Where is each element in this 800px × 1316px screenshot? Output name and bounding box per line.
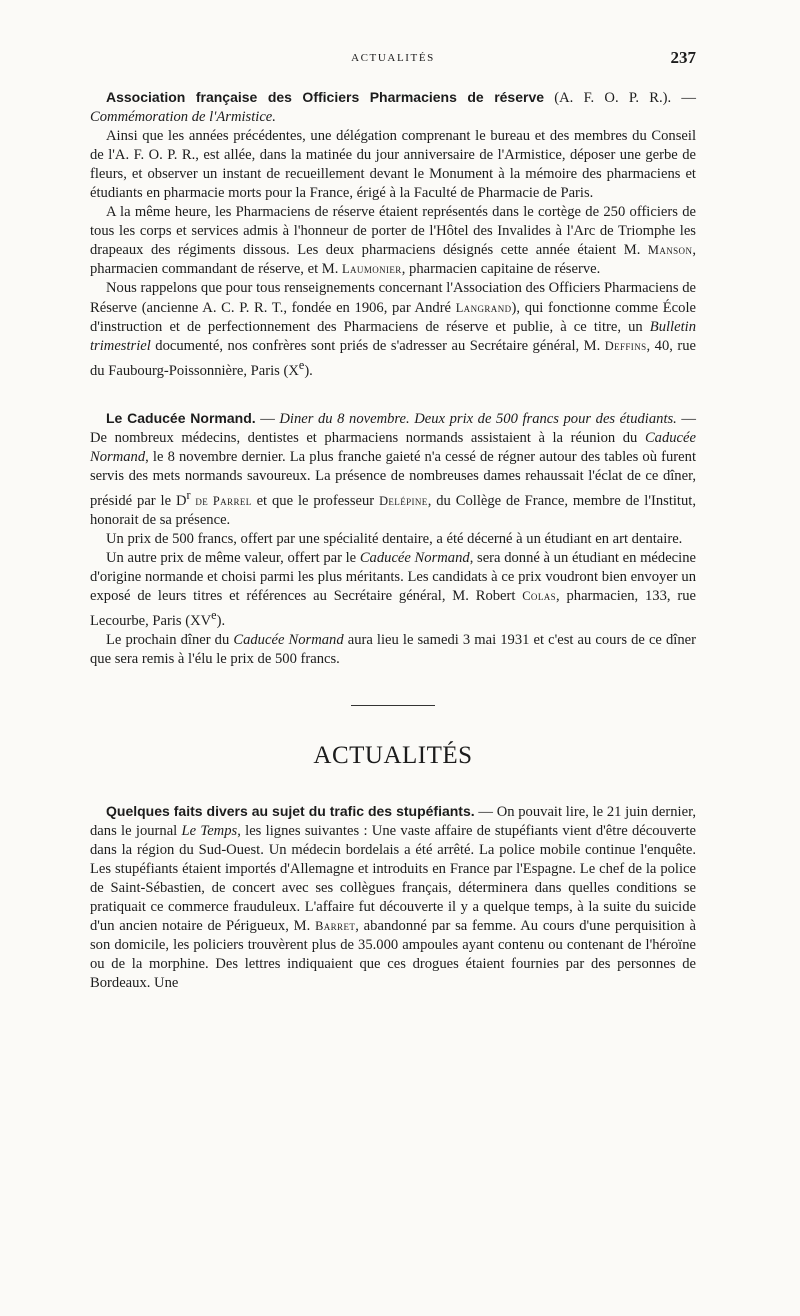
article-afopr-subtitle: Commémoration de l'Armistice. — [90, 109, 276, 126]
text-run: Un autre prix de même valeur, offert par le — [106, 549, 360, 566]
article-caducee-para-3 — [90, 549, 696, 631]
running-title: ACTUALITÉS — [351, 52, 435, 64]
article-afopr-heading: Association française des Officiers Pharmaciens de réserve — [106, 89, 545, 105]
text-run: et que le professeur — [251, 492, 380, 509]
text-run: — — [255, 410, 280, 427]
person-name: Langrand — [455, 300, 512, 315]
text-run: , abandonné par sa femme. Au cours d'une perquisition à son domicile, les policiers trouvèrent plus de 35.000 ampoules ayant contenu ou contenant de l'héroïne ou de la morphine. Des lettres indiquaient que ces drogues étaient fournies par des personnes de Bordeaux. Une — [90, 918, 696, 992]
text-run: ). — [216, 612, 226, 629]
article-afopr-para-1: Ainsi que les années précédentes, une délégation comprenant le bureau et des membres du Conseil de l'A. F. O. P. R., est allée, dans la matinée du jour anniversaire de l'Armistice, déposer une gerbe de fleurs, et observer un instant de recueillement devant le Monument à la mémoire des pharmaciens et étudiants en pharmacie morts pour la France, érigé à la Faculté de Pharmacie de Paris. — [90, 128, 696, 202]
person-name: Deffins — [604, 338, 647, 353]
text-run: , 40, rue du Faubourg-Poissonnière, Paris (X — [90, 337, 697, 379]
text-run: ), qui fonctionne comme École d'instruction et de perfectionnement des Pharmaciens de réserve et publie, à ce titre, un — [90, 299, 696, 335]
text-run: , pharmacien capitaine de réserve. — [401, 261, 601, 278]
person-name: de Parrel — [190, 493, 252, 508]
page-header — [90, 44, 696, 80]
caducee-name: Caducée Normand — [233, 631, 344, 648]
person-name: Laumonier — [342, 262, 402, 277]
person-name: Barret — [315, 919, 356, 934]
superscript: e — [211, 607, 217, 622]
text-run: Le prochain dîner du — [106, 631, 234, 648]
superscript: e — [298, 357, 305, 372]
page-number: 237 — [670, 48, 696, 67]
spacer — [90, 381, 696, 401]
article-afopr — [90, 88, 696, 381]
person-name: Delépine — [379, 493, 428, 508]
article-caducee — [90, 409, 696, 669]
document-page — [90, 44, 696, 993]
text-run: documenté, nos confrères sont priés de s'adresser au Secrétaire général, M. — [150, 337, 605, 354]
text-run: — On pouvait lire, le 21 juin dernier, dans le journal — [90, 803, 696, 839]
text-run: aura lieu le samedi 3 mai 1931 et c'est au cours de ce dîner que sera remis à l'élu le prix de 500 francs. — [90, 631, 696, 667]
section-divider — [351, 705, 435, 706]
text-run: , le 8 novembre dernier. La plus franche gaieté n'a cessé de régner autour des tables où furent servis des mets normands savoureux. La présence de nombreuses dames rehaussait l'éclat de ce dîner, présidé par le D — [90, 448, 696, 509]
text-run: , sera donné à un étudiant en médecine d'origine normande et choisi parmi les plus méritants. Les candidats à ce prix voudront bien envoyer un exposé de leurs titres et références au Secrétaire général, M. Robert — [90, 549, 696, 604]
caducee-name: Caducée Normand — [359, 549, 470, 566]
text-run: , les lignes suivantes : Une vaste affaire de stupéfiants vient d'être découverte dans la région du Sud-Ouest. Un médecin bordelais a été arrêté. La police mobile continue l'enquête. Les stupéfiants étaient importés d'Allemagne et introduits en France par l'Espagne. Le chef de la police de Saint-Sébastien, de concert avec ses collègues français, déterminera dans quelles conditions se pratiquait ce commerce frauduleux. L'affaire fut découverte il y a quelque temps, à la suite du suicide d'un ancien notaire de Périgueux, M. — [90, 822, 696, 935]
article-afopr-heading-para — [90, 88, 696, 127]
article-afopr-heading-tail: (A. F. O. P. R.). — — [544, 90, 696, 106]
text-run: A la même heure, les Pharmaciens de réserve étaient représentés dans le cortège de 250 officiers de tous les corps et services admis à l'honneur de porter de l'Hôtel des Invalides à l'Arc de Triomphe les drapeaux des régiments dissous. Les deux pharmaciens désignés cette année étaient M. — [90, 204, 696, 259]
text-run: , pharmacien commandant de réserve, et M. — [90, 242, 696, 278]
article-caducee-subtitle: Diner du 8 novembre. Deux prix de 500 francs pour des étudiants. — [279, 410, 677, 427]
bulletin-title: Bulletin trimestriel — [90, 318, 696, 354]
superscript: r — [186, 487, 191, 502]
person-name: Manson — [647, 243, 693, 258]
article-stupefiants-heading: Quelques faits divers au sujet du trafic des stupéfiants. — [106, 802, 475, 819]
text-run: , pharmacien, 133, rue Lecourbe, Paris (XV — [90, 587, 696, 629]
article-caducee-para-4 — [90, 631, 696, 669]
article-caducee-heading: Le Caducée Normand. — [106, 409, 256, 426]
text-run: ). — [304, 362, 313, 379]
text-run: , du Collège de France, membre de l'Institut, honorait de sa présence. — [90, 492, 696, 528]
text-run: — De nombreux médecins, dentistes et pharmaciens normands assistaient à la réunion du — [90, 410, 696, 446]
article-afopr-para-2 — [90, 203, 696, 279]
text-run: Nous rappelons que pour tous renseignements concernant l'Association des Officiers Pharmaciens de Réserve (ancienne A. C. P. R. T., fondée en 1906, par André — [90, 280, 696, 316]
article-stupefiants — [90, 802, 696, 993]
article-caducee-para-2: Un prix de 500 francs, offert par une spécialité dentaire, a été décerné à un étudiant en art dentaire. — [106, 530, 683, 547]
person-name: Colas — [522, 588, 557, 603]
article-stupefiants-para-1 — [90, 802, 696, 993]
article-caducee-para-1 — [90, 409, 696, 530]
section-title: ACTUALITÉS — [313, 741, 473, 769]
journal-name: Le Temps — [181, 822, 238, 839]
caducee-name: Caducée Normand — [90, 429, 696, 465]
article-afopr-para-3 — [90, 279, 696, 380]
